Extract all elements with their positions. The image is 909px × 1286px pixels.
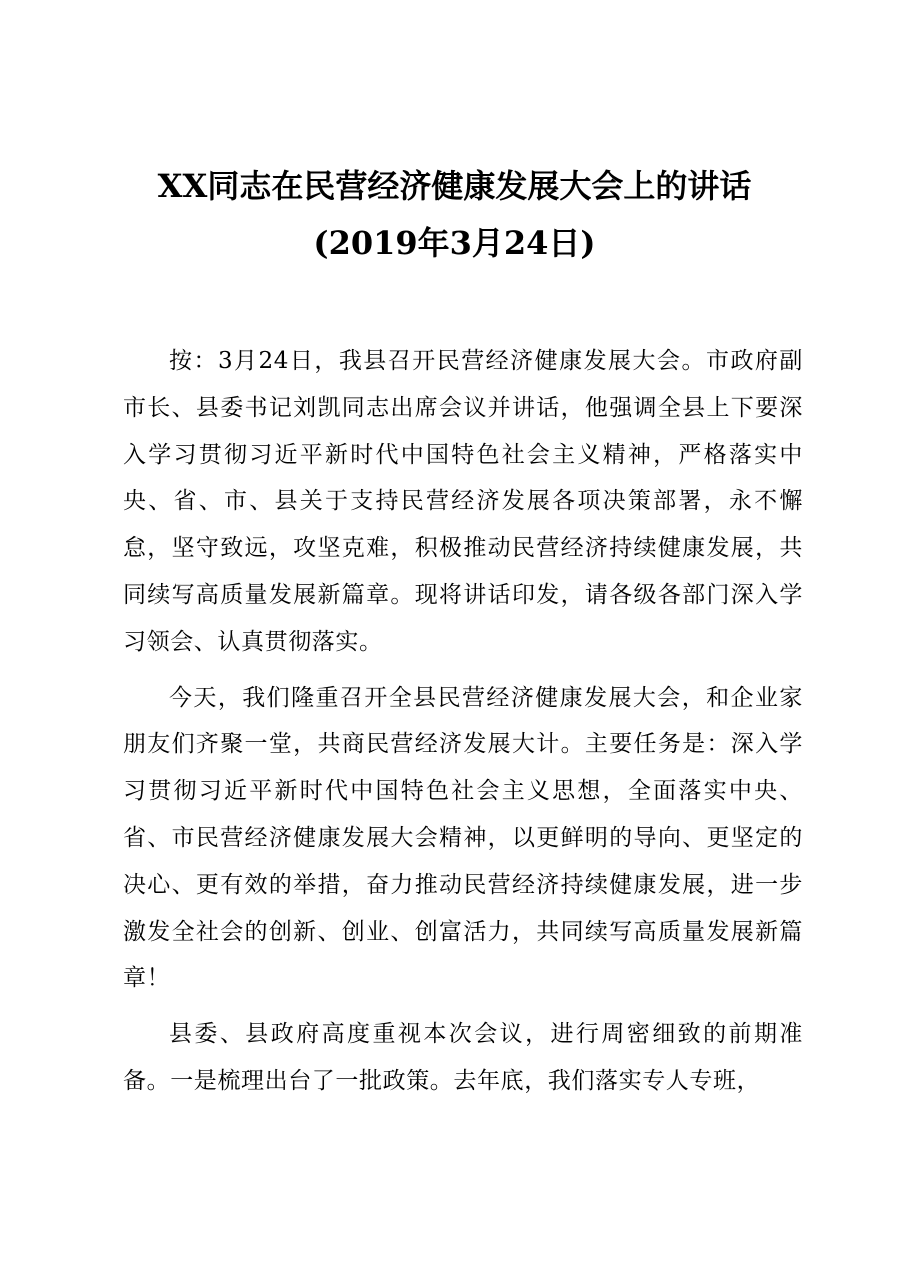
- paragraph-preparation: 县委、县政府高度重视本次会议，进行周密细致的前期准备。一是梳理出台了一批政策。去年底，我们落实专人专班，: [123, 1021, 803, 1094]
- document-body: [123, 338, 803, 1114]
- document-date-line: (2019年3月24日): [313, 224, 596, 262]
- document-title: XX同志在民营经济健康发展大会上的讲话: [157, 167, 752, 205]
- paragraph-note: 按：3月24日，我县召开民营经济健康发展大会。市政府副市长、县委书记刘凯同志出席会议并讲话，他强调全县上下要深入学习贯彻习近平新时代中国特色社会主义精神，严格落实中央、省、市、县关于支持民营经济发展各项决策部署，永不懈怠，坚守致远，攻坚克难，积极推动民营经济持续健康发展，共同续写高质量发展新篇章。现将讲话印发，请各级各部门深入学习领会、认真贯彻落实。: [123, 348, 803, 655]
- paragraph-opening: 今天，我们隆重召开全县民营经济健康发展大会，和企业家朋友们齐聚一堂，共商民营经济发展大计。主要任务是：深入学习贯彻习近平新时代中国特色社会主义思想，全面落实中央、省、市民营经济健康发展大会精神，以更鲜明的导向、更坚定的决心、更有效的举措，奋力推动民营经济持续健康发展，进一步激发全社会的创新、创业、创富活力，共同续写高质量发展新篇章！: [123, 684, 803, 992]
